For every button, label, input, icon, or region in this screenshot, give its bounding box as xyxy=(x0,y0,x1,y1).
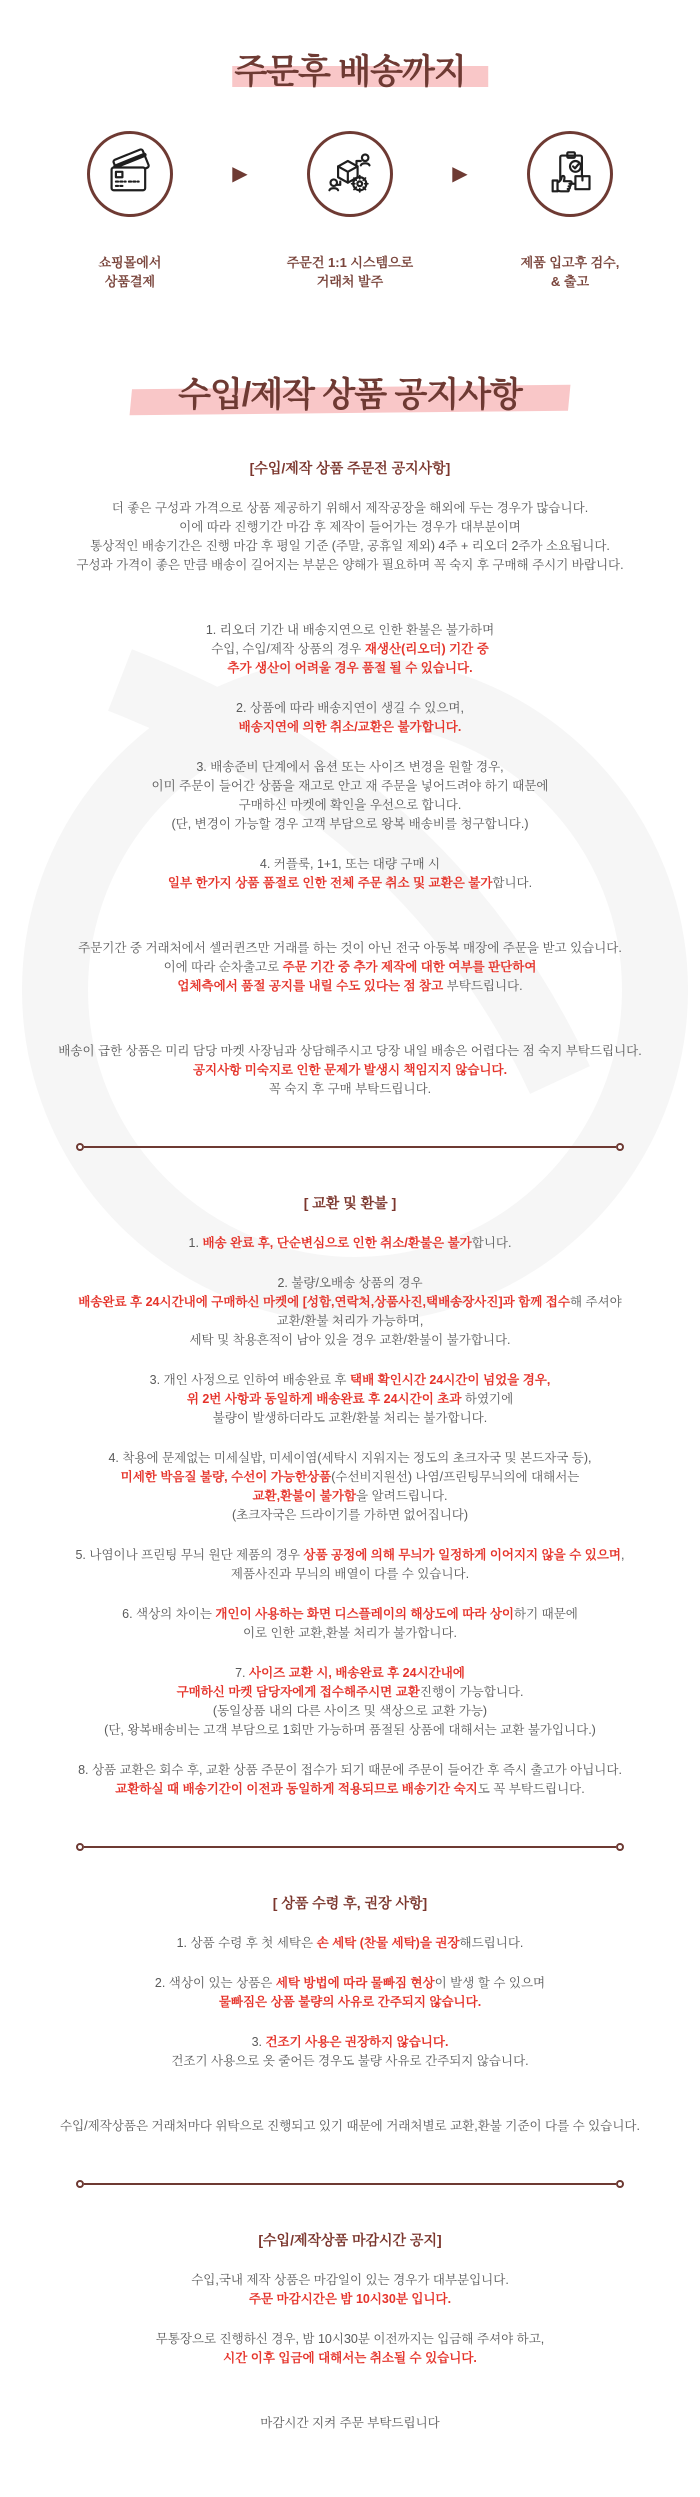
notice-line xyxy=(0,1293,700,1312)
notice-text: 합니다. xyxy=(471,1236,512,1250)
notice-text: 제품사진과 무늬의 배열이 다를 수 있습니다. xyxy=(230,1567,470,1581)
notice-line xyxy=(0,855,700,874)
notice-text-emphasis: 택배 확인시간 24시간이 넘었을 경우, xyxy=(350,1373,551,1387)
step-circle xyxy=(527,131,613,217)
notice-line xyxy=(0,1993,700,2012)
notice-line xyxy=(0,2330,700,2349)
notice-line xyxy=(0,1390,700,1409)
notice-text: 이 발생 할 수 있으며 xyxy=(434,1976,546,1990)
notice-block xyxy=(0,2414,700,2433)
notice-text: 3. xyxy=(251,2035,266,2049)
notice-text-emphasis: 개인이 사용하는 화면 디스플레이의 해상도에 따라 상이 xyxy=(215,1607,514,1621)
notice-text: 마감시간 지켜 주문 부탁드립니다 xyxy=(260,2416,440,2430)
step-circle xyxy=(307,131,393,217)
divider-line xyxy=(84,1846,616,1848)
notice-text: 세탁 및 착용흔적이 남아 있을 경우 교환/환불이 불가합니다. xyxy=(189,1333,511,1347)
notice-text-emphasis: 사이즈 교환 시, 배송완료 후 24시간내에 xyxy=(249,1666,465,1680)
notice-line xyxy=(0,1974,700,1993)
step-label-line: 제품 입고후 검수, xyxy=(520,255,620,270)
divider-ring-left xyxy=(76,2180,84,2188)
step-label-line: & 출고 xyxy=(550,274,590,289)
notice-text-emphasis: 건조기 사용은 권장하지 않습니다. xyxy=(265,2035,449,2049)
notice-text: 7. xyxy=(235,1666,250,1680)
notice-text-emphasis: 상품 공정에 의해 무늬가 일정하게 이어지지 않을 수 있으며 xyxy=(303,1548,622,1562)
notice-text: 하였기에 xyxy=(461,1392,514,1406)
notice-line xyxy=(0,958,700,977)
notice-text: 5. 나염이나 프린팅 무늬 원단 제품의 경우 xyxy=(75,1548,304,1562)
notice-text: 구매하신 마켓에 확인을 우선으로 합니다. xyxy=(238,798,462,812)
notice-line xyxy=(0,699,700,718)
notice-line xyxy=(0,499,700,518)
notice-block xyxy=(0,2117,700,2136)
notice-block xyxy=(0,1664,700,1740)
notice-text-emphasis: 배송지연에 의한 취소/교환은 불가합니다. xyxy=(238,720,462,734)
notice-text-emphasis: 일부 한가지 상품 품절로 인한 전체 주문 취소 및 교환은 불가 xyxy=(167,876,493,890)
notice-line xyxy=(0,640,700,659)
notice-block xyxy=(0,1234,700,1253)
notice-text: 도 꼭 부탁드립니다. xyxy=(477,1782,585,1796)
notice-block xyxy=(0,758,700,834)
order-system-icon xyxy=(324,148,376,200)
notice-text: 구성과 가격이 좋은 만큼 배송이 길어지는 부분은 양해가 필요하며 꼭 숙지 후 구매해 주시기 바랍니다. xyxy=(76,558,624,572)
step-label xyxy=(521,253,620,291)
notice-block xyxy=(0,1974,700,2012)
notice-text-emphasis: 재생산(리오더) 기간 중 xyxy=(364,642,489,656)
notice-text: 합니다. xyxy=(492,876,533,890)
notice-block xyxy=(0,1546,700,1584)
notice-block xyxy=(0,2330,700,2368)
notice-text: 1. xyxy=(188,1236,203,1250)
notice-line xyxy=(0,939,700,958)
notice-block xyxy=(0,1449,700,1525)
notice-text: 1. 상품 수령 후 첫 세탁은 xyxy=(176,1936,317,1950)
section-heading: [수입/제작상품 마감시간 공지] xyxy=(258,2232,442,2248)
page-title xyxy=(0,0,700,93)
notice-text: 3. 배송준비 단계에서 옵션 또는 사이즈 변경을 원할 경우, xyxy=(196,760,504,774)
divider-ring-left xyxy=(76,1843,84,1851)
notice-line xyxy=(0,1546,700,1565)
notice-section-after-receipt xyxy=(0,1893,700,2136)
step-circle xyxy=(87,131,173,217)
step-order-system xyxy=(255,131,445,291)
notice-line xyxy=(0,537,700,556)
inspection-shipping-icon xyxy=(544,148,596,200)
notice-line xyxy=(0,1409,700,1428)
notice-text-emphasis: 구매하신 마켓 담당자에게 접수해주시면 교환 xyxy=(176,1685,420,1699)
notice-block xyxy=(0,2271,700,2309)
notice-line xyxy=(0,2117,700,2136)
notice-line xyxy=(0,1274,700,1293)
notice-block xyxy=(0,699,700,737)
notice-line xyxy=(0,1683,700,1702)
arrow-right-icon: ▶ xyxy=(452,163,468,185)
section-heading: [수입/제작 상품 주문전 공지사항] xyxy=(249,460,451,476)
notice-line xyxy=(0,1234,700,1253)
notice-line xyxy=(0,518,700,537)
notice-text: 통상적인 배송기간은 진행 마감 후 평일 기준 (주말, 공휴일 제외) 4주 + 리오더 2주가 소요됩니다. xyxy=(90,539,610,553)
divider-line xyxy=(84,2183,616,2185)
notice-text: 을 알려드립니다. xyxy=(356,1489,448,1503)
notice-text: 주문기간 중 거래처에서 셀러퀸즈만 거래를 하는 것이 아닌 전국 아동복 매장에 주문을 받고 있습니다. xyxy=(78,941,622,955)
notice-text-emphasis: 세탁 방법에 따라 물빠짐 현상 xyxy=(275,1976,435,1990)
notice-text-emphasis: 배송 완료 후, 단순변심으로 인한 취소/환불은 불가 xyxy=(202,1236,472,1250)
notice-text: 꼭 숙지 후 구매 부탁드립니다. xyxy=(268,1082,432,1096)
notice-line xyxy=(0,1312,700,1331)
notice-line xyxy=(0,1780,700,1799)
notice-text: 4. 커플룩, 1+1, 또는 대량 구매 시 xyxy=(259,857,441,871)
notice-line xyxy=(0,2290,700,2309)
notice-block xyxy=(0,939,700,996)
section-heading: [ 상품 수령 후, 권장 사항] xyxy=(272,1895,428,1911)
notice-text: 이로 인한 교환,환불 처리가 불가합니다. xyxy=(242,1626,458,1640)
divider-ring-right xyxy=(616,2180,624,2188)
notice-text: 해드립니다. xyxy=(459,1936,524,1950)
arrow-right-icon: ▶ xyxy=(232,163,248,185)
notice-line xyxy=(0,2349,700,2368)
notice-text-emphasis: 미세한 박음질 불량, 수선이 가능한상품 xyxy=(120,1470,332,1484)
step-label-line: 거래처 발주 xyxy=(316,274,384,289)
notice-block xyxy=(0,1934,700,1953)
notice-line xyxy=(0,977,700,996)
notice-line xyxy=(0,777,700,796)
notice-line xyxy=(0,874,700,893)
notice-text: 건조기 사용으로 옷 줄어든 경우도 불량 사유로 간주되지 않습니다. xyxy=(171,2054,529,2068)
notice-block xyxy=(0,1761,700,1799)
notice-text: 배송이 급한 상품은 미리 담당 마켓 사장님과 상담해주시고 당장 내일 배송은 어렵다는 점 숙지 부탁드립니다. xyxy=(58,1044,642,1058)
notice-line xyxy=(0,2414,700,2433)
notice-line xyxy=(0,1624,700,1643)
notice-text: 3. 개인 사정으로 인하여 배송완료 후 xyxy=(149,1373,350,1387)
notice-text: 이에 따라 순차출고로 xyxy=(163,960,283,974)
notice-text: 진행이 가능합니다. xyxy=(419,1685,524,1699)
step-label xyxy=(287,253,413,291)
notice-line xyxy=(0,1061,700,1080)
notice-text: (단, 왕복배송비는 고객 부담으로 1회만 가능하며 품절된 상품에 대해서는 교환 불가입니다.) xyxy=(104,1723,596,1737)
step-label-line: 상품결제 xyxy=(104,274,156,289)
notice-block xyxy=(0,1042,700,1099)
notice-text-emphasis: 위 2번 사항과 동일하게 배송완료 후 24시간이 초과 xyxy=(186,1392,462,1406)
notice-line xyxy=(0,796,700,815)
notice-text-emphasis: 물빠짐은 상품 불량의 사유로 간주되지 않습니다. xyxy=(218,1995,482,2009)
notice-text: (수선비지원선) 나염/프린팅무늬의에 대해서는 xyxy=(331,1470,580,1484)
notice-text-emphasis: 교환,환불이 불가함 xyxy=(252,1489,357,1503)
notice-line xyxy=(0,1080,700,1099)
step-label-line: 쇼핑몰에서 xyxy=(98,255,162,270)
notice-line xyxy=(0,1605,700,1624)
notice-text: 교환/환불 처리가 가능하며, xyxy=(276,1314,424,1328)
notice-line xyxy=(0,1934,700,1953)
section-heading: [ 교환 및 환불 ] xyxy=(303,1195,397,1211)
notice-block xyxy=(0,499,700,575)
notice-line xyxy=(0,718,700,737)
notice-line xyxy=(0,1487,700,1506)
notice-text: 2. 상품에 따라 배송지연이 생길 수 있으며, xyxy=(236,701,464,715)
notice-section-pre-order xyxy=(0,458,700,1099)
notice-text: (초크자국은 드라이기를 가하면 없어집니다) xyxy=(231,1508,469,1522)
notice-text-emphasis: 시간 이후 입금에 대해서는 취소될 수 있습니다. xyxy=(223,2351,477,2365)
step-inspection-shipping xyxy=(475,131,665,291)
notice-line xyxy=(0,1331,700,1350)
notice-section-deadline xyxy=(0,2230,700,2433)
divider-line xyxy=(84,1146,616,1148)
notice-text: 수입/제작상품은 거래처마다 위탁으로 진행되고 있기 때문에 거래처별로 교환,환불 기준이 다를 수 있습니다. xyxy=(60,2119,640,2133)
notice-text: 1. 리오더 기간 내 배송지연으로 인한 환불은 불가하며 xyxy=(205,623,495,637)
notice-text-emphasis: 추가 생산이 어려울 경우 품절 될 수 있습니다. xyxy=(227,661,473,675)
notice-text-emphasis: 업체측에서 품절 공지를 내릴 수도 있다는 점 참고 xyxy=(177,979,444,993)
section-divider xyxy=(76,1143,624,1151)
notice-text-emphasis: 공지사항 미숙지로 인한 문제가 발생시 책임지지 않습니다. xyxy=(192,1063,508,1077)
notice-line xyxy=(0,1721,700,1740)
notice-text: 불량이 발생하더라도 교환/환불 처리는 불가합니다. xyxy=(212,1411,488,1425)
notice-text: 8. 상품 교환은 회수 후, 교환 상품 주문이 접수가 되기 때문에 주문이 들어간 후 즉시 출고가 아닙니다. xyxy=(78,1763,622,1777)
notice-text: 더 좋은 구성과 가격으로 상품 제공하기 위해서 제작공장을 해외에 두는 경우가 많습니다. xyxy=(111,501,589,515)
notice-text: 이미 주문이 들어간 상품을 재고로 안고 재 주문을 넣어드려야 하기 때문에 xyxy=(151,779,549,793)
notice-text: 부탁드립니다. xyxy=(443,979,523,993)
divider-ring-right xyxy=(616,1843,624,1851)
notice-block xyxy=(0,1605,700,1643)
notice-text: , xyxy=(621,1548,625,1562)
notice-line xyxy=(0,556,700,575)
notice-line xyxy=(0,1468,700,1487)
notice-text: 6. 색상의 차이는 xyxy=(122,1607,216,1621)
notice-line xyxy=(0,1371,700,1390)
notice-line xyxy=(0,621,700,640)
notice-line xyxy=(0,2052,700,2071)
notice-text: 2. 색상이 있는 상품은 xyxy=(154,1976,276,1990)
notice-text: (동일상품 내의 다른 사이즈 및 색상으로 교환 가능) xyxy=(212,1704,488,1718)
notice-block xyxy=(0,621,700,678)
section-divider xyxy=(76,2180,624,2188)
notice-text-emphasis: 손 세탁 (찬물 세탁)을 권장 xyxy=(316,1936,460,1950)
notice-text-emphasis: 주문 마감시간은 밤 10시30분 입니다. xyxy=(248,2292,452,2306)
notice-line xyxy=(0,1449,700,1468)
notice-sections xyxy=(0,458,700,2433)
notice-text: 이에 따라 진행기간 마감 후 제작이 들어가는 경우가 대부분이며 xyxy=(179,520,521,534)
notice-block xyxy=(0,1274,700,1350)
notice-title xyxy=(0,367,700,416)
step-label xyxy=(99,253,162,291)
notice-block xyxy=(0,2033,700,2071)
notice-text: 4. 착용에 문제없는 미세실밥, 미세이염(세탁시 지워지는 정도의 초크자국 및 본드자국 등), xyxy=(108,1451,592,1465)
notice-line xyxy=(0,1506,700,1525)
step-label-line: 주문건 1:1 시스템으로 xyxy=(286,255,414,270)
notice-line xyxy=(0,1565,700,1584)
notice-line xyxy=(0,1042,700,1061)
notice-text: (단, 변경이 가능할 경우 고객 부담으로 왕복 배송비를 청구합니다.) xyxy=(171,817,529,831)
notice-line xyxy=(0,815,700,834)
notice-line xyxy=(0,1664,700,1683)
notice-line xyxy=(0,1761,700,1780)
section-divider xyxy=(76,1843,624,1851)
notice-text-emphasis: 주문 기간 중 추가 제작에 대한 여부를 판단하여 xyxy=(282,960,537,974)
credit-card-icon xyxy=(104,148,156,200)
notice-text: 하기 때문에 xyxy=(514,1607,578,1621)
notice-line xyxy=(0,1702,700,1721)
notice-text-emphasis: 교환하실 때 배송기간이 이전과 동일하게 적용되므로 배송기간 숙지 xyxy=(115,1782,478,1796)
order-process-steps xyxy=(35,131,665,291)
notice-line xyxy=(0,758,700,777)
notice-text: 수입,국내 제작 상품은 마감일이 있는 경우가 대부분입니다. xyxy=(191,2273,509,2287)
step-payment xyxy=(35,131,225,291)
notice-text-emphasis: 배송완료 후 24시간내에 구매하신 마켓에 [성함,연락처,상품사진,택배송장사진]과 함께 접수 xyxy=(78,1295,570,1309)
notice-line xyxy=(0,2271,700,2290)
notice-text: 해 주셔야 xyxy=(569,1295,622,1309)
notice-section-exchange-refund xyxy=(0,1193,700,1799)
notice-text: 무통장으로 진행하신 경우, 밤 10시30분 이전까지는 입금해 주셔야 하고, xyxy=(155,2332,545,2346)
notice-title-text: 수입/제작 상품 공지사항 xyxy=(178,376,522,414)
notice-line xyxy=(0,2033,700,2052)
notice-text: 수입, 수입/제작 상품의 경우 xyxy=(211,642,365,656)
divider-ring-left xyxy=(76,1143,84,1151)
notice-line xyxy=(0,659,700,678)
notice-block xyxy=(0,1371,700,1428)
notice-text: 2. 불량/오배송 상품의 경우 xyxy=(277,1276,423,1290)
notice-block xyxy=(0,855,700,893)
divider-ring-right xyxy=(616,1143,624,1151)
page-title-text: 주문후 배송까지 xyxy=(234,53,466,91)
